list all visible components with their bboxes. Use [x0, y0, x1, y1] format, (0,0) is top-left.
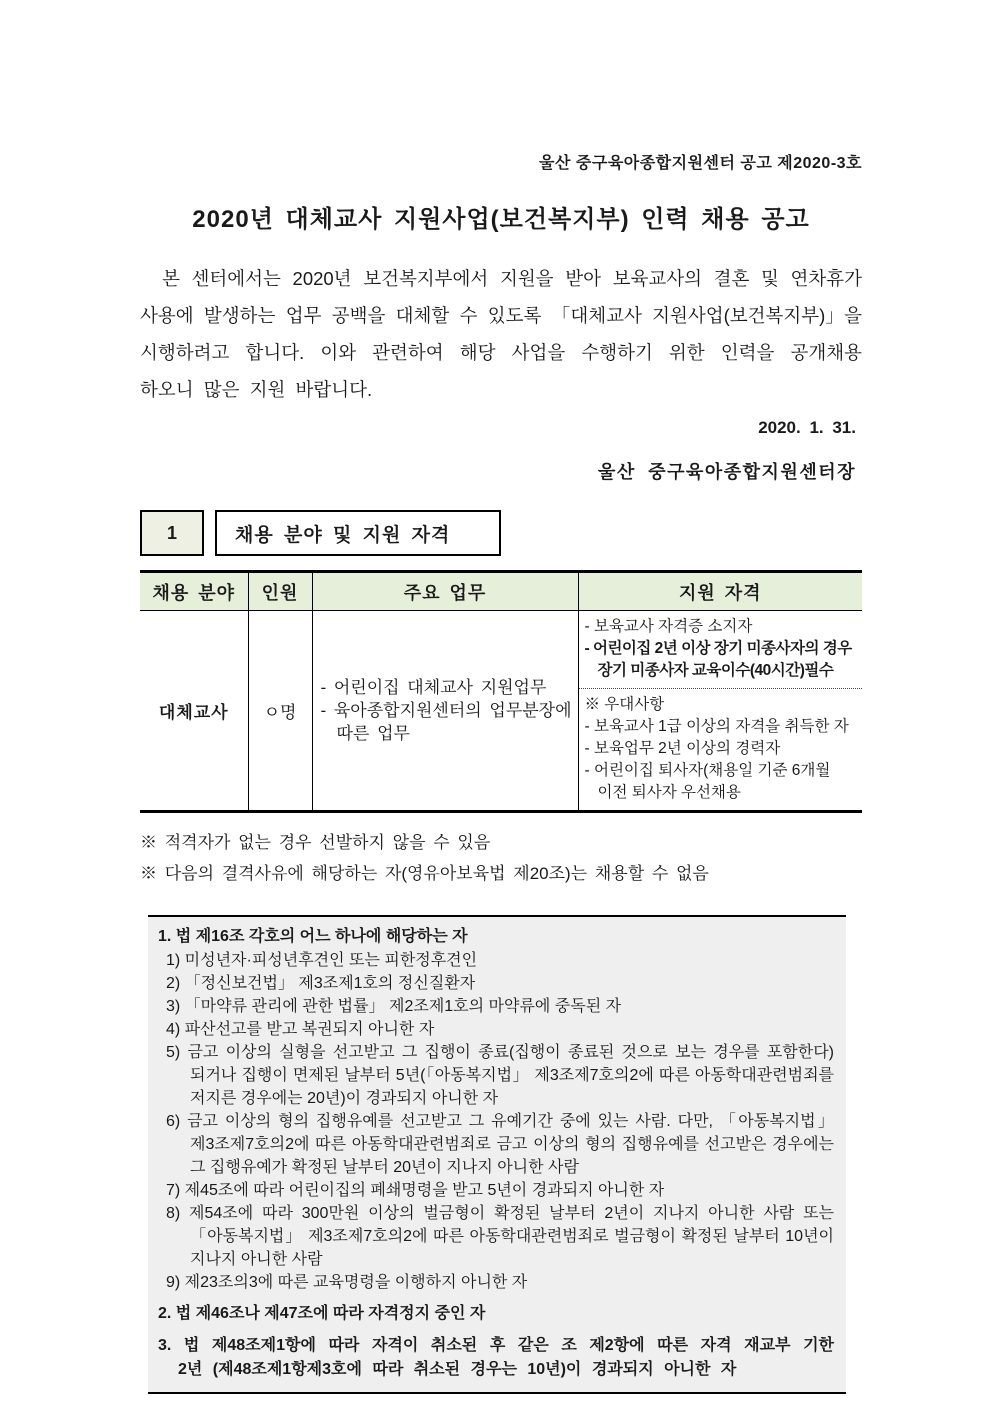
disq-subitem: 4) 파산선고를 받고 복권되지 아니한 자	[166, 1021, 435, 1038]
qualifications-required	[579, 611, 863, 689]
intro-paragraph: 본 센터에서는 2020년 보건복지부에서 지원을 받아 보육교사의 결혼 및 연차휴가 사용에 발생하는 업무 공백을 대체할 수 있도록 「대체교사 지원사업(보건복지부)」을 시행하려고 합니다. 이와 관련하여 해당 사업을 수행하기 위한 인력을 공개채용 하오니 많은 지원 바랍니다.	[140, 268, 862, 400]
recruitment-table	[140, 570, 862, 813]
cell-duties	[312, 611, 578, 812]
preferred-title: ※ 우대사항	[584, 696, 665, 713]
duty-item: - 육아종합지원센터의 업무분장에 따른 업무	[320, 701, 572, 743]
col-header-duties: 주요 업무	[312, 572, 578, 611]
disq-item-2: 2. 법 제46조나 제47조에 따라 자격정지 중인 자	[158, 1305, 486, 1322]
disq-subitem: 7) 제45조에 따라 어린이집의 폐쇄명령을 받고 5년이 경과되지 아니한 자	[166, 1182, 665, 1199]
section-title-box: 채용 분야 및 지원 자격	[215, 510, 501, 556]
disq-subitem: 5) 금고 이상의 실형을 선고받고 그 집행이 종료(집행이 종료된 것으로 보는 경우를 포함한다) 되거나 집행이 면제된 날부터 5년(「아동복지법」 제3조제7호의2에 따른 아동학대관련범죄를 저지른 경우에는 20년)이 경과되지 아니한 자	[166, 1044, 834, 1107]
cell-qualifications	[578, 611, 862, 812]
cell-field: 대체교사	[158, 703, 229, 722]
doc-signer: 울산 중구육아종합지원센터장	[597, 462, 856, 482]
disq-item-1-title: 1. 법 제16조 각호의 어느 하나에 해당하는 자	[158, 928, 468, 945]
page-title: 2020년 대체교사 지원사업(보건복지부) 인력 채용 공고	[192, 206, 810, 233]
doc-number: 울산 중구육아종합지원센터 공고 제2020-3호	[539, 155, 862, 172]
footnotes	[140, 827, 862, 889]
preferred-item: - 보육업무 2년 이상의 경력자	[584, 740, 781, 757]
disq-subitem: 6) 금고 이상의 형의 집행유예를 선고받고 그 유예기간 중에 있는 사람. 다만, 「아동복지법」 제3조제7호의2에 따른 아동학대관련범죄로 금고 이상의 형의 집행유예를 선고받은 경우에는 그 집행유예가 확정된 날부터 20년이 지나지 아니한 사람	[166, 1113, 834, 1176]
footnote: ※ 다음의 결격사유에 해당하는 자(영유아보육법 제20조)는 채용할 수 없음	[140, 864, 709, 883]
disq-subitem: 8) 제54조에 따라 300만원 이상의 벌금형이 확정된 날부터 2년이 지나지 아니한 사람 또는 「아동복지법」 제3조제7호의2에 따른 아동학대관련범죄로 벌금형이 확정된 날부터 10년이 지나지 아니한 사람	[166, 1205, 834, 1268]
disq-item-3: 3. 법 제48조제1항에 따라 자격이 취소된 후 같은 조 제2항에 따른 자격 재교부 기한 2년 (제48조제1항제3호에 따라 취소된 경우는 10년)이 경과되지 아니한 자	[158, 1337, 834, 1378]
qualification-item: - 보육교사 자격증 소지자	[584, 618, 753, 635]
qualifications-preferred	[579, 689, 863, 810]
table-header-row	[140, 572, 862, 611]
disq-subitem: 2) 「정신보건법」 제3조제1호의 정신질환자	[166, 975, 476, 992]
qualification-item: - 어린이집 2년 이상 장기 미종사자의 경우 장기 미종사자 교육이수(40시간)필수	[584, 640, 852, 679]
disq-subitem: 1) 미성년자·피성년후견인 또는 피한정후견인	[166, 952, 478, 969]
col-header-qualifications: 지원 자격	[578, 572, 862, 611]
section-number-box: 1	[140, 510, 204, 556]
table-row	[140, 611, 862, 812]
preferred-item: - 보육교사 1급 이상의 자격을 취득한 자	[584, 718, 849, 735]
document-content	[140, 150, 862, 1394]
col-header-count: 인원	[248, 572, 312, 611]
disq-subitem: 3) 「마약류 관리에 관한 법률」 제2조제1호의 마약류에 중독된 자	[166, 998, 622, 1015]
disqualification-box	[148, 915, 846, 1394]
doc-date: 2020. 1. 31.	[758, 418, 856, 437]
footnote: ※ 적격자가 없는 경우 선발하지 않을 수 있음	[140, 833, 491, 852]
duty-item: - 어린이집 대체교사 지원업무	[320, 678, 547, 697]
section-1-heading	[140, 510, 862, 556]
col-header-field: 채용 분야	[140, 572, 248, 611]
cell-count: ㅇ명	[248, 611, 312, 812]
disq-subitem: 9) 제23조의3에 따른 교육명령을 이행하지 아니한 자	[166, 1274, 528, 1291]
preferred-item: - 어린이집 퇴사자(채용일 기준 6개월 이전 퇴사자 우선채용	[584, 762, 831, 801]
